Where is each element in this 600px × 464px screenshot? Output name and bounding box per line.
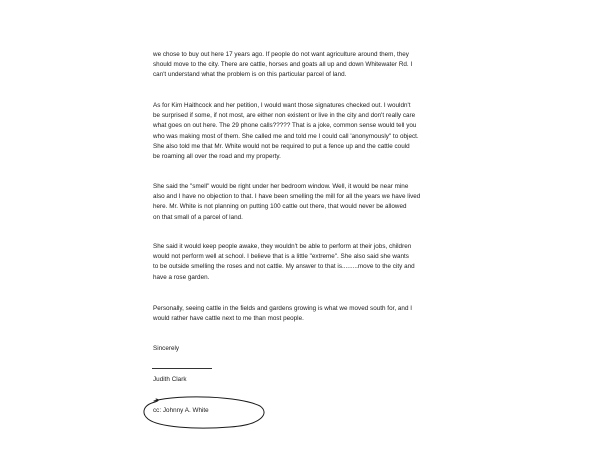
- text-line: Personally, seeing cattle in the fields and gardens growing is what we moved south for, and I: [153, 305, 413, 312]
- text-line: have a rose garden.: [153, 273, 210, 281]
- text-line: would rather have cattle next to me than most people.: [153, 315, 304, 323]
- paragraph-petition: [153, 101, 431, 162]
- paragraph-agriculture: [153, 50, 431, 81]
- text-line: we chose to buy out here 17 years ago. If people do not want agriculture around them, they: [153, 51, 409, 58]
- text-line: can't understand what the problem is on this particular parcel of land.: [153, 71, 347, 79]
- text-line: She said it would keep people awake, they wouldn't be able to perform at their jobs, children: [153, 243, 412, 250]
- paragraph-awake: [153, 242, 431, 283]
- text-line: As for Kim Haithcock and her petition, I would want those signatures checked out. I wouldn't: [153, 102, 411, 109]
- text-line: She also told me that Mr. White would not be required to put a fence up and the cattle could: [153, 142, 410, 150]
- text-line: be surprised if some, if not most, are either non existent or live in the city and don't really care: [153, 112, 416, 120]
- text-line: to be outside smelling the roses and not cattle. My answer to that is.........move to the city and: [153, 263, 415, 271]
- text-line: would not perform well at school. I believe that is a little "extreme". She also said she wants: [153, 253, 409, 261]
- paragraph-smell: [153, 182, 431, 223]
- text-line: also and I have no objection to that. I have been smelling the mill for all the years we have lived: [153, 193, 421, 201]
- signature-line: [152, 368, 212, 369]
- cc-line: cc: Johnny A. White: [153, 407, 209, 414]
- text-line: what goes on out here. The 29 phone calls????? That is a joke, common sense would tell you: [153, 122, 417, 130]
- text-line: on that small of a parcel of land.: [153, 213, 243, 221]
- signer-name: Judith Clark: [153, 376, 187, 383]
- text-line: She said the "smell" would be right under her bedroom window. Well, it would be near mine: [153, 183, 409, 190]
- text-line: be roaming all over the road and my property.: [153, 153, 281, 161]
- text-line: who was making most of them. She called me and told me I could call 'anonymously" to object.: [153, 132, 419, 140]
- closing: Sincerely: [153, 345, 180, 352]
- text-line: should move to the city. There are cattle, horses and goats all up and down Whitewater Rd. I: [153, 61, 413, 69]
- text-line: here. Mr. White is not planning on putting 100 cattle out there, that would never be allowed: [153, 203, 407, 211]
- hand-drawn-circle: [140, 396, 268, 430]
- paragraph-personally: [153, 304, 431, 324]
